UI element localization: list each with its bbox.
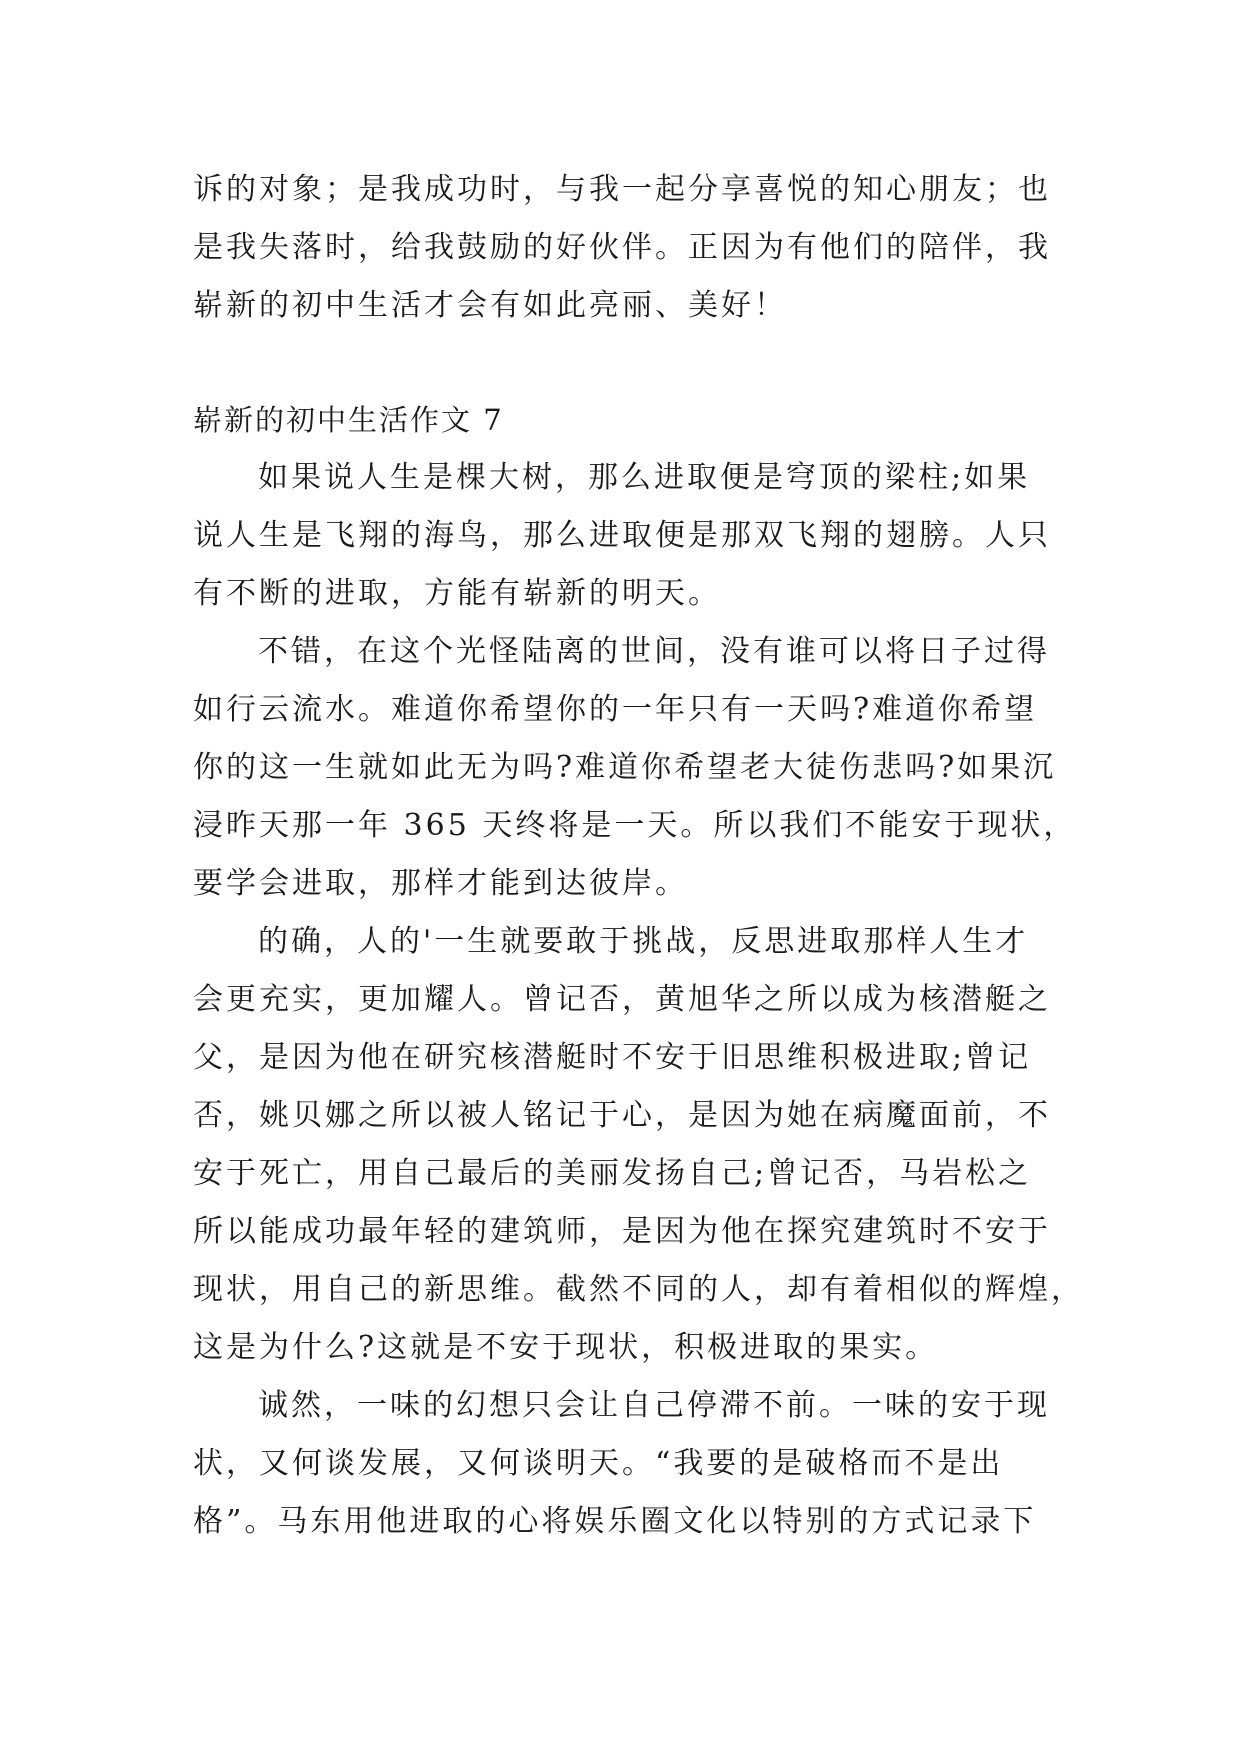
text-line: 所以能成功最年轻的建筑师，是因为他在探究建筑时不安于 xyxy=(193,1214,1051,1249)
text-line: 如行云流水。难道你希望你的一年只有一天吗?难道你希望 xyxy=(193,692,1038,727)
text-line: 这是为什么?这就是不安于现状，积极进取的果实。 xyxy=(193,1330,939,1365)
text-line: 诉的对象；是我成功时，与我一起分享喜悦的知心朋友；也 xyxy=(193,172,1051,207)
text-line: 说人生是飞翔的海鸟，那么进取便是那双飞翔的翅膀。人只 xyxy=(193,518,1051,553)
text-line: 状，又何谈发展，又何谈明天。“我要的是破格而不是出 xyxy=(193,1446,1004,1481)
text-line: 格”。马东用他进取的心将娱乐圈文化以特别的方式记录下 xyxy=(193,1504,1037,1539)
text-line: 浸昨天那一年 365 天终将是一天。所以我们不能安于现状， xyxy=(193,808,1077,843)
text-line: 是我失落时，给我鼓励的好伙伴。正因为有他们的陪伴，我 xyxy=(193,230,1051,265)
text-line: 现状，用自己的新思维。截然不同的人，却有着相似的辉煌， xyxy=(193,1272,1084,1307)
text-line: 不错，在这个光怪陆离的世间，没有谁可以将日子过得 xyxy=(258,634,1050,669)
text-line: 否，姚贝娜之所以被人铭记于心，是因为她在病魔面前，不 xyxy=(193,1098,1051,1133)
text-line: 安于死亡，用自己最后的美丽发扬自己;曾记否，马岩松之 xyxy=(193,1156,1032,1191)
text-line: 父，是因为他在研究核潜艇时不安于旧思维积极进取;曾记 xyxy=(193,1040,1032,1075)
text-line: 你的这一生就如此无为吗?难道你希望老大徒伤悲吗?如果沉 xyxy=(193,750,1057,785)
text-line: 会更充实，更加耀人。曾记否，黄旭华之所以成为核潜艇之 xyxy=(193,982,1051,1017)
text-line: 的确，人的'一生就要敢于挑战，反思进取那样人生才 xyxy=(258,924,1029,959)
text-line: 要学会进取，那样才能到达彼岸。 xyxy=(193,866,688,901)
text-line: 诚然，一味的幻想只会让自己停滞不前。一味的安于现 xyxy=(258,1388,1050,1423)
section-title: 崭新的初中生活作文 7 xyxy=(193,403,504,437)
text-line: 有不断的进取，方能有崭新的明天。 xyxy=(193,576,721,611)
text-line: 如果说人生是棵大树，那么进取便是穹顶的梁柱;如果 xyxy=(258,460,1031,495)
text-line: 崭新的初中生活才会有如此亮丽、美好！ xyxy=(193,288,787,323)
